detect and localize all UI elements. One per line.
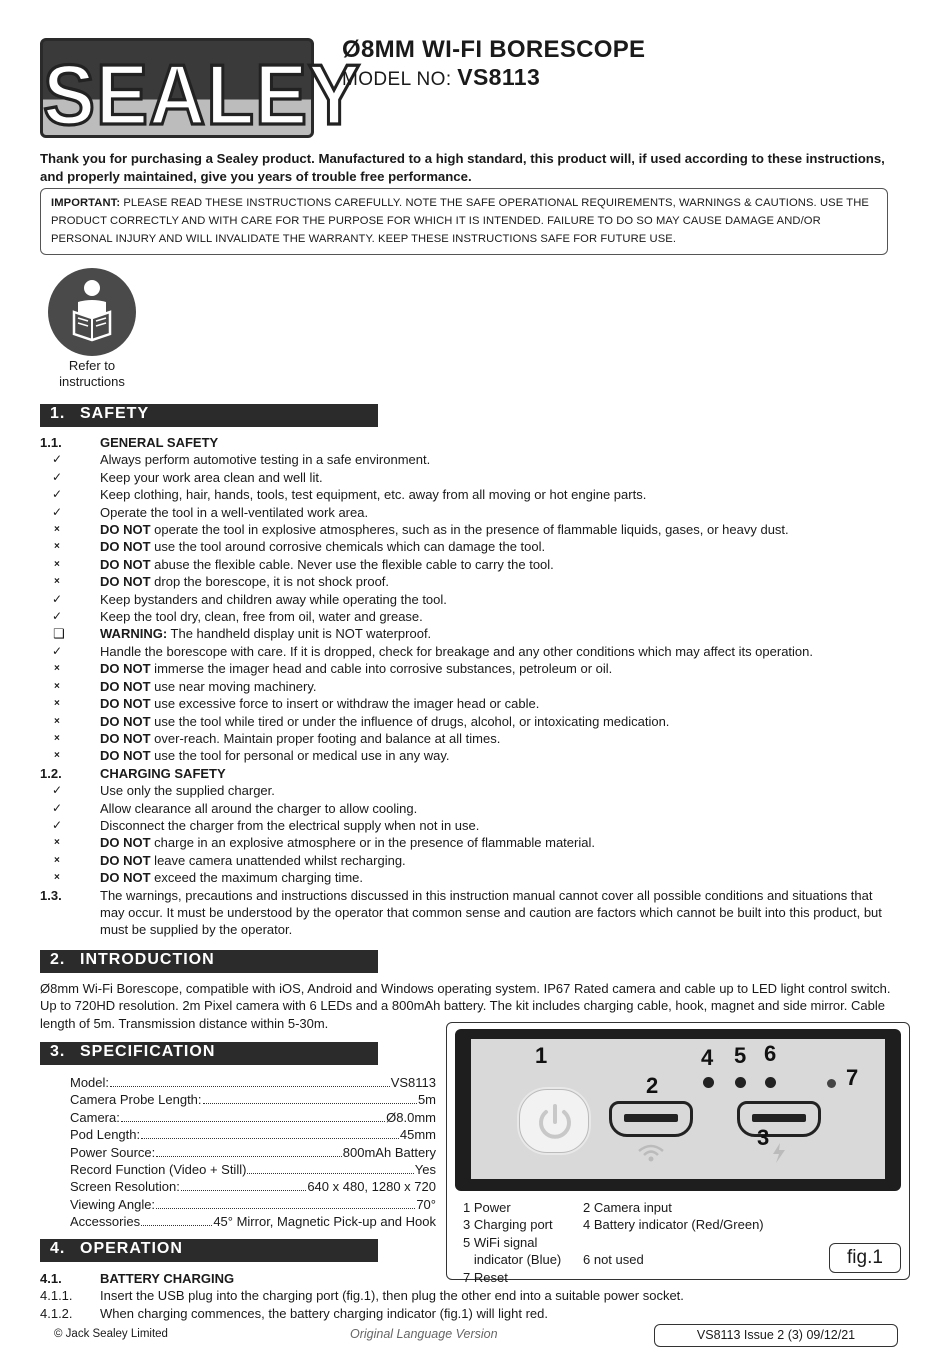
language-version: Original Language Version	[350, 1327, 498, 1341]
cross-icon: ×	[54, 663, 60, 675]
item-emphasis: DO NOT	[100, 730, 151, 746]
callout-4: 4	[701, 1045, 714, 1070]
copyright: © Jack Sealey Limited	[54, 1328, 168, 1340]
item-text	[100, 834, 900, 851]
item-body: Keep clothing, hair, hands, tools, test equipment, etc. away from all moving or hot engine parts.	[100, 487, 647, 503]
item-number: 1.1.	[40, 435, 62, 450]
item-emphasis: DO NOT	[100, 835, 151, 851]
model-line	[342, 64, 540, 91]
item-body: Use only the supplied charger.	[100, 783, 275, 799]
camera-input-port	[609, 1101, 693, 1137]
safety-item	[40, 608, 900, 625]
legend-row	[463, 1251, 793, 1268]
safety-item	[40, 469, 900, 486]
spec-row	[70, 1213, 436, 1230]
item-text	[100, 869, 900, 886]
lightning-icon	[771, 1143, 787, 1163]
subsection-heading	[40, 765, 900, 782]
item-text	[100, 556, 900, 573]
step-number: 4.1.1.	[40, 1288, 73, 1304]
cross-icon: ×	[54, 715, 60, 727]
section-title: INTRODUCTION	[80, 951, 215, 968]
section-title: SPECIFICATION	[80, 1043, 216, 1060]
section-title: OPERATION	[80, 1240, 183, 1257]
logo-text: SEALEY	[43, 46, 362, 143]
spec-value: 640 x 480, 1280 x 720	[307, 1179, 436, 1195]
item-text	[100, 625, 900, 642]
section-number: 3.	[50, 1043, 66, 1060]
spec-label: Pod Length:	[70, 1127, 141, 1143]
cross-icon: ×	[54, 698, 60, 710]
legend-entry: 2 Camera input	[583, 1200, 672, 1215]
legend-entry: indicator (Blue)	[463, 1252, 562, 1268]
section-number: 2.	[50, 951, 66, 968]
charging-port	[737, 1101, 821, 1137]
cross-icon: ×	[54, 750, 60, 762]
dot-leader	[141, 1138, 399, 1139]
item-text	[100, 782, 900, 799]
item-text	[100, 713, 900, 730]
safety-item	[40, 521, 900, 538]
item-text	[100, 538, 900, 555]
item-body: over-reach. Maintain proper footing and balance at all times.	[150, 730, 501, 746]
spec-row	[70, 1178, 436, 1195]
safety-item	[40, 625, 900, 642]
subsection-heading	[40, 434, 900, 451]
spec-list	[70, 1074, 436, 1231]
item-body: Keep your work area clean and well lit.	[100, 469, 323, 485]
safety-item	[40, 504, 900, 521]
callout-6: 6	[764, 1041, 777, 1066]
item-text	[100, 747, 900, 764]
item-body: The warnings, precautions and instructions discussed in this instruction manual cannot cover all possible conditions and situations that may occur. It must be understood by the operator that common sense and caution are factors which cannot be built into this product, but must be supplied by the operator.	[100, 887, 882, 938]
spec-label: Screen Resolution:	[70, 1179, 180, 1195]
legend-entry: 6 not used	[583, 1252, 644, 1268]
legend-entry: 4 Battery indicator (Red/Green)	[583, 1217, 764, 1233]
step-number: 4.1.	[40, 1271, 62, 1286]
callout-5: 5	[734, 1043, 747, 1068]
power-icon	[520, 1090, 590, 1154]
spec-label: Accessories	[70, 1214, 141, 1230]
item-text	[100, 800, 900, 817]
step-text: When charging commences, the battery charging indicator (fig.1) will light red.	[100, 1305, 548, 1321]
safety-item	[40, 834, 900, 851]
section-operation-header	[40, 1239, 378, 1262]
battery-indicator-led	[703, 1077, 714, 1088]
spec-label: Record Function (Video + Still)	[70, 1162, 247, 1178]
safety-list	[40, 434, 900, 939]
item-emphasis: DO NOT	[100, 522, 151, 538]
safety-item	[40, 556, 900, 573]
item-body: use the tool around corrosive chemicals which can damage the tool.	[150, 539, 546, 555]
item-emphasis: DO NOT	[100, 748, 151, 764]
legend-row	[463, 1199, 793, 1216]
cross-icon: ×	[54, 837, 60, 849]
item-text	[100, 486, 900, 503]
item-text	[100, 608, 900, 625]
section-title: SAFETY	[80, 405, 150, 422]
operation-step	[40, 1305, 900, 1322]
check-icon: ✓	[52, 609, 63, 624]
item-text	[100, 765, 900, 782]
figure-1	[446, 1022, 910, 1285]
check-icon: ✓	[52, 591, 63, 606]
item-body: exceed the maximum charging time.	[150, 870, 363, 886]
warning-box-icon: ❑	[53, 626, 65, 642]
legend-row	[463, 1269, 793, 1286]
safety-item	[40, 451, 900, 468]
item-number: 1.3.	[40, 887, 62, 903]
cross-icon: ×	[54, 541, 60, 553]
check-icon: ✓	[52, 800, 63, 815]
intro-paragraph: Ø8mm Wi-Fi Borescope, compatible with iOS, Android and Windows operating system. IP67 Rated camera and cable up to LED light control switch. Up to 720HD resolution. 2m Pixel camera with 6 LEDs and a 800mAh battery. The kit includes charging cable, hook, magnet and side mirror. Cable length of 5m. Transmission distance within 5-30m.	[40, 981, 891, 1031]
dot-leader	[156, 1156, 342, 1157]
spec-row	[70, 1161, 436, 1178]
safety-item	[40, 852, 900, 869]
product-title: Ø8MM WI-FI BORESCOPE	[342, 36, 646, 63]
spec-value: 45° Mirror, Magnetic Pick-up and Hook	[213, 1214, 436, 1230]
legend-entry: 5 WiFi signal	[463, 1234, 538, 1250]
callout-7: 7	[846, 1065, 859, 1090]
safety-item	[40, 713, 900, 730]
safety-item	[40, 678, 900, 695]
item-text	[100, 660, 900, 677]
safety-item	[40, 817, 900, 834]
item-body: operate the tool in explosive atmospheres, such as in the presence of flammable liquids, gases, or heavy dust.	[150, 522, 789, 538]
item-text	[100, 817, 900, 834]
reset-hole	[827, 1079, 836, 1088]
item-body: CHARGING SAFETY	[100, 765, 226, 781]
item-emphasis: WARNING:	[100, 626, 168, 642]
item-body: Disconnect the charger from the electrical supply when not in use.	[100, 817, 480, 833]
cross-icon: ×	[54, 872, 60, 884]
spec-value: 70°	[416, 1196, 436, 1212]
spec-row	[70, 1091, 436, 1108]
section-spec-header	[40, 1042, 378, 1065]
cross-icon: ×	[54, 558, 60, 570]
read-manual-icon	[48, 268, 136, 356]
device-diagram	[455, 1029, 901, 1191]
item-body: use excessive force to insert or withdraw the imager head or cable.	[150, 696, 540, 712]
item-body: leave camera unattended whilst recharging.	[150, 852, 406, 868]
item-emphasis: DO NOT	[100, 539, 151, 555]
cross-icon: ×	[54, 732, 60, 744]
check-icon: ✓	[52, 504, 63, 519]
spec-label: Model:	[70, 1075, 110, 1090]
dot-leader	[156, 1208, 415, 1209]
model-label: MODEL NO:	[342, 69, 458, 90]
dot-leader	[121, 1121, 385, 1122]
spec-row	[70, 1196, 436, 1213]
dot-leader	[203, 1103, 417, 1104]
spec-value: 45mm	[399, 1127, 436, 1143]
safety-item	[40, 660, 900, 677]
cross-icon: ×	[54, 680, 60, 692]
item-emphasis: DO NOT	[100, 678, 151, 694]
legend-row	[463, 1234, 793, 1251]
item-emphasis: DO NOT	[100, 556, 151, 572]
spec-row	[70, 1126, 436, 1143]
spec-value: 5m	[417, 1092, 436, 1108]
cross-icon: ×	[54, 524, 60, 536]
figure-legend	[463, 1199, 793, 1286]
safety-item	[40, 730, 900, 747]
item-text	[100, 573, 900, 590]
item-emphasis: DO NOT	[100, 870, 151, 886]
issue-info: VS8113 Issue 2 (3) 09/12/21	[654, 1324, 898, 1347]
item-text	[100, 521, 900, 538]
unused-led	[765, 1077, 776, 1088]
step-text: Insert the USB plug into the charging port (fig.1), then plug the other end into a suitable power socket.	[100, 1288, 684, 1304]
sealey-logo	[40, 38, 362, 143]
item-emphasis: DO NOT	[100, 713, 151, 729]
item-text	[100, 434, 900, 451]
step-text: BATTERY CHARGING	[100, 1271, 235, 1286]
callout-2: 2	[646, 1073, 659, 1098]
item-text	[100, 730, 900, 747]
wifi-indicator-led	[735, 1077, 746, 1088]
safety-item	[40, 800, 900, 817]
spec-label: Viewing Angle:	[70, 1196, 156, 1212]
legend-entry: 3 Charging port	[463, 1217, 553, 1233]
model-number: VS8113	[457, 64, 541, 90]
item-emphasis: DO NOT	[100, 696, 151, 712]
safety-item	[40, 591, 900, 608]
check-icon: ✓	[52, 469, 63, 484]
safety-item	[40, 695, 900, 712]
device-panel	[471, 1039, 885, 1179]
legend-row	[463, 1216, 793, 1233]
dot-leader	[247, 1173, 413, 1174]
callout-3: 3	[757, 1125, 770, 1150]
check-icon: ✓	[52, 643, 63, 658]
spec-value: Yes	[414, 1162, 436, 1178]
item-text	[100, 678, 900, 695]
spec-label: Camera Probe Length:	[70, 1092, 202, 1108]
item-body: Allow clearance all around the charger to allow cooling.	[100, 800, 418, 816]
dot-leader	[141, 1225, 212, 1226]
item-body: charge in an explosive atmosphere or in the presence of flammable material.	[150, 835, 595, 851]
spec-row	[70, 1074, 436, 1091]
section-number: 1.	[50, 405, 66, 422]
item-number: 1.2.	[40, 765, 62, 781]
callout-1: 1	[535, 1043, 548, 1068]
item-text	[100, 469, 900, 486]
thanks-paragraph: Thank you for purchasing a Sealey product. Manufactured to a high standard, this product will, if used according to these instructions, and properly maintained, give you years of trouble free performance.	[40, 151, 885, 184]
item-text	[100, 591, 900, 608]
section-intro-header	[40, 950, 378, 973]
item-body: Handle the borescope with care. If it is dropped, check for breakage and any other conditions which may affect its operation.	[100, 643, 814, 659]
check-icon: ✓	[52, 452, 63, 467]
important-text: PLEASE READ THESE INSTRUCTIONS CAREFULLY. NOTE THE SAFE OPERATIONAL REQUIREMENTS, WARNINGS & CAUTIONS. USE THE PRODUCT CORRECTLY AND WITH CARE FOR THE PURPOSE FOR WHICH IT IS INTENDED. FAILURE TO DO SO MAY CAUSE DAMAGE AND/OR PERSONAL INJURY AND WILL INVALIDATE THE WARRANTY. KEEP THESE INSTRUCTIONS SAFE FOR FUTURE USE.	[51, 197, 869, 245]
item-body: Keep the tool dry, clean, free from oil, water and grease.	[100, 609, 423, 625]
item-text	[100, 643, 900, 660]
item-text	[100, 504, 900, 521]
item-body: use the tool for personal or medical use in any way.	[150, 748, 450, 764]
power-button-drawing	[519, 1089, 589, 1153]
spec-label: Camera:	[70, 1109, 120, 1125]
item-body: GENERAL SAFETY	[100, 435, 219, 450]
spec-label: Power Source:	[70, 1144, 156, 1160]
safety-item	[40, 782, 900, 799]
spec-value: Ø8.0mm	[386, 1109, 436, 1125]
operation-step	[40, 1287, 900, 1304]
important-label: IMPORTANT:	[51, 197, 121, 209]
spec-row	[70, 1144, 436, 1161]
cross-icon: ×	[54, 854, 60, 866]
item-body: Keep bystanders and children away while operating the tool.	[100, 591, 447, 607]
wifi-icon	[635, 1143, 667, 1163]
check-icon: ✓	[52, 817, 63, 832]
safety-item	[40, 486, 900, 503]
item-emphasis: DO NOT	[100, 574, 151, 590]
legend-entry: 7 Reset	[463, 1269, 508, 1285]
dot-leader	[181, 1190, 306, 1191]
item-text	[100, 852, 900, 869]
item-body: use the tool while tired or under the influence of drugs, alcohol, or intoxicating medication.	[150, 713, 670, 729]
item-body: use near moving machinery.	[150, 678, 317, 694]
safety-item	[40, 643, 900, 660]
section-safety-header	[40, 404, 378, 427]
safety-item	[40, 573, 900, 590]
item-emphasis: DO NOT	[100, 852, 151, 868]
item-body: Operate the tool in a well-ventilated work area.	[100, 504, 369, 520]
item-body: immerse the imager head and cable into corrosive substances, petroleum or oil.	[150, 661, 613, 677]
item-body: Always perform automotive testing in a safe environment.	[100, 452, 431, 468]
item-text	[100, 887, 900, 939]
item-body: drop the borescope, it is not shock proof.	[150, 574, 390, 590]
item-body: abuse the flexible cable. Never use the flexible cable to carry the tool.	[150, 556, 554, 572]
spec-row	[70, 1109, 436, 1126]
dot-leader	[110, 1086, 390, 1087]
section-number: 4.	[50, 1240, 66, 1257]
safety-item	[40, 887, 900, 939]
figure-label: fig.1	[829, 1243, 901, 1273]
cross-icon: ×	[54, 576, 60, 588]
item-text	[100, 695, 900, 712]
safety-item	[40, 747, 900, 764]
safety-item	[40, 538, 900, 555]
spec-value: 800mAh Battery	[342, 1144, 436, 1160]
step-number: 4.1.2.	[40, 1305, 73, 1321]
refer-label: Refer to instructions	[59, 358, 125, 389]
item-emphasis: DO NOT	[100, 661, 151, 677]
item-body: The handheld display unit is NOT waterproof.	[167, 626, 432, 642]
item-text	[100, 451, 900, 468]
check-icon: ✓	[52, 783, 63, 798]
check-icon: ✓	[52, 487, 63, 502]
legend-entry: 1 Power	[463, 1200, 511, 1215]
safety-item	[40, 869, 900, 886]
important-notice	[40, 188, 888, 255]
spec-value: VS8113	[390, 1075, 436, 1090]
